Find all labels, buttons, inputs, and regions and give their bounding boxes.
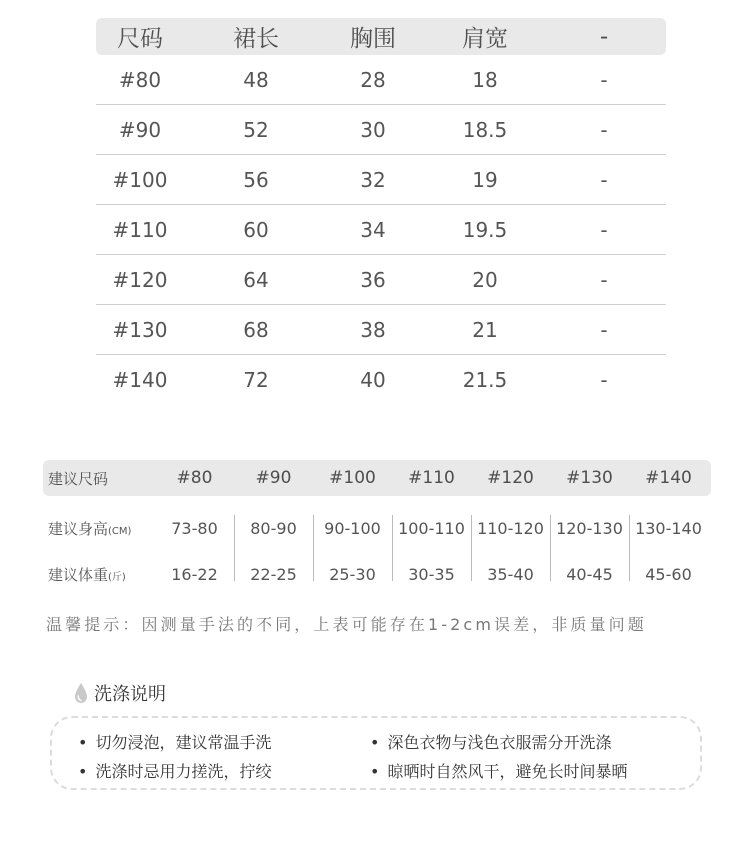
cell-bust: 40 xyxy=(360,368,386,392)
cell-empty: - xyxy=(600,267,608,292)
header-bust: 胸围 xyxy=(350,26,396,52)
weight-cell: 40-45 xyxy=(550,565,629,584)
size-table-header xyxy=(96,18,666,55)
height-cell: 110-120 xyxy=(471,519,550,538)
weight-label-text: 建议体重 xyxy=(48,565,109,584)
cell-bust: 36 xyxy=(360,267,386,292)
cell-empty: - xyxy=(600,317,608,342)
wash-item: • 晾晒时自然风干，避免长时间暴晒 xyxy=(370,759,627,782)
table-row xyxy=(96,105,666,155)
weight-row xyxy=(43,560,711,588)
table-row xyxy=(96,155,666,205)
cell-bust: 32 xyxy=(360,167,386,192)
cell-skirt-length: 72 xyxy=(243,368,269,392)
measurement-tip: 温馨提示：因测量手法的不同，上表可能存在1-2cm误差，非质量问题 xyxy=(46,615,647,634)
cell-size: #130 xyxy=(112,317,168,342)
cell-shoulder: 21.5 xyxy=(462,368,508,392)
cell-bust: 28 xyxy=(360,67,386,92)
cell-skirt-length: 48 xyxy=(243,67,269,92)
cell-shoulder: 18.5 xyxy=(462,117,508,142)
recommend-size: #100 xyxy=(329,468,376,488)
cell-bust: 30 xyxy=(360,117,386,142)
height-label-text: 建议身高 xyxy=(48,519,109,538)
header-skirt-length: 裙长 xyxy=(233,26,279,52)
table-row xyxy=(96,205,666,255)
weight-cell: 22-25 xyxy=(234,565,313,584)
weight-unit: (斤) xyxy=(108,571,126,583)
cell-size: #100 xyxy=(112,167,168,192)
cell-empty: - xyxy=(600,167,608,192)
cell-shoulder: 21 xyxy=(472,317,498,342)
cell-shoulder: 20 xyxy=(472,267,498,292)
height-cell: 120-130 xyxy=(550,519,629,538)
size-table xyxy=(96,18,666,405)
recommend-size: #120 xyxy=(487,468,534,488)
cell-bust: 38 xyxy=(360,317,386,342)
height-cell: 90-100 xyxy=(313,519,392,538)
cell-size: #140 xyxy=(112,368,168,392)
recommend-size: #80 xyxy=(176,468,213,488)
cell-shoulder: 19.5 xyxy=(462,217,508,242)
table-row xyxy=(96,55,666,105)
weight-cell: 35-40 xyxy=(471,565,550,584)
water-drop-icon xyxy=(74,682,88,704)
height-cell: 73-80 xyxy=(171,518,218,538)
cell-skirt-length: 64 xyxy=(243,267,269,292)
cell-bust: 34 xyxy=(360,217,386,242)
header-shoulder: 肩宽 xyxy=(462,26,508,52)
wash-title-text: 洗涤说明 xyxy=(94,684,166,705)
table-row xyxy=(96,355,666,405)
cell-skirt-length: 56 xyxy=(243,167,269,192)
recommend-size: #130 xyxy=(566,468,613,488)
wash-item: • 洗涤时忌用力搓洗，拧绞 xyxy=(78,759,271,782)
cell-size: #80 xyxy=(118,67,162,92)
cell-shoulder: 18 xyxy=(472,67,498,92)
header-size: 尺码 xyxy=(117,26,163,52)
cell-skirt-length: 60 xyxy=(243,217,269,242)
cell-empty: - xyxy=(600,217,608,242)
cell-shoulder: 19 xyxy=(472,167,498,192)
recommend-table xyxy=(43,460,711,588)
height-cell: 100-110 xyxy=(392,519,471,538)
weight-label xyxy=(43,564,155,585)
weight-cell: 25-30 xyxy=(313,565,392,584)
height-cell: 130-140 xyxy=(629,519,708,538)
cell-size: #90 xyxy=(118,117,162,142)
cell-skirt-length: 68 xyxy=(243,317,269,342)
weight-cell: 45-60 xyxy=(629,565,708,584)
recommend-size: #140 xyxy=(645,468,692,488)
table-row xyxy=(96,305,666,355)
header-empty: - xyxy=(599,23,609,50)
recommend-size: #90 xyxy=(255,468,292,488)
height-label xyxy=(43,518,155,539)
recommend-header xyxy=(43,460,711,496)
cell-empty: - xyxy=(600,67,608,92)
wash-item: • 深色衣物与浅色衣服需分开洗涤 xyxy=(370,730,611,753)
height-row xyxy=(43,514,711,542)
height-unit: (CM) xyxy=(108,525,132,537)
table-row xyxy=(96,255,666,305)
weight-cell: 16-22 xyxy=(171,564,218,584)
wash-title xyxy=(74,680,166,706)
weight-cell: 30-35 xyxy=(392,565,471,584)
recommend-size: #110 xyxy=(408,468,455,488)
cell-size: #120 xyxy=(112,267,168,292)
wash-instructions-box xyxy=(50,716,702,790)
cell-skirt-length: 52 xyxy=(243,117,269,142)
cell-size: #110 xyxy=(112,217,168,242)
cell-empty: - xyxy=(600,368,608,392)
recommend-size-label: 建议尺码 xyxy=(48,469,109,488)
height-cell: 80-90 xyxy=(234,519,313,538)
wash-item: • 切勿浸泡，建议常温手洗 xyxy=(78,730,271,753)
cell-empty: - xyxy=(600,117,608,142)
